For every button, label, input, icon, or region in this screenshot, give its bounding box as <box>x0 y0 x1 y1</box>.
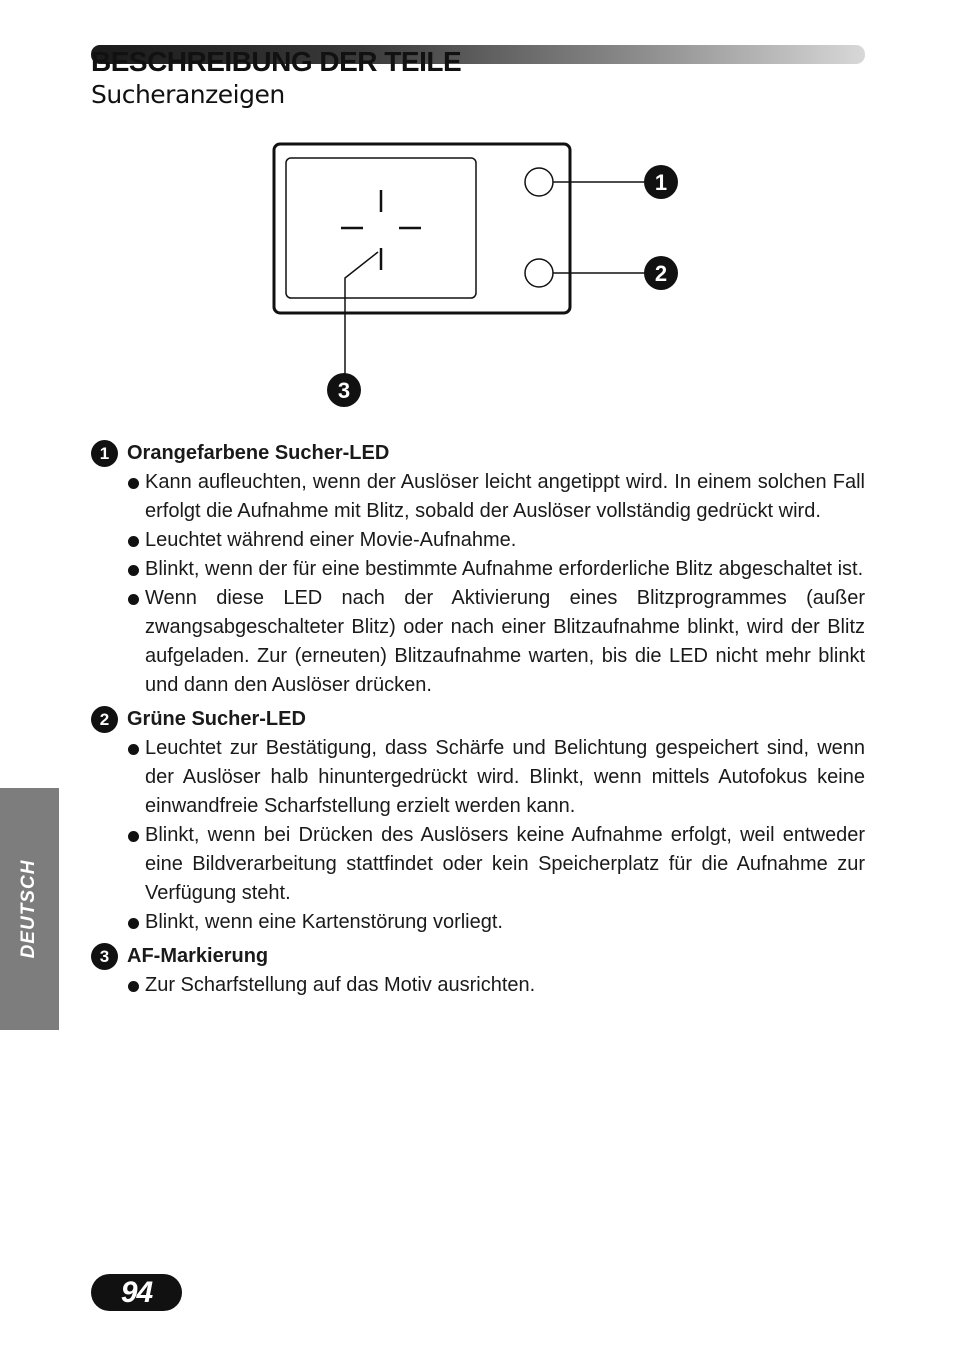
callout-label-2: 2 <box>654 261 668 286</box>
callout-label-1: 1 <box>654 170 668 195</box>
language-side-tab <box>0 788 59 1030</box>
page-number: 94 <box>120 1275 153 1309</box>
item-green-led <box>91 704 865 937</box>
item-title: AF-Markierung <box>127 944 269 967</box>
orange-led <box>525 168 553 196</box>
page-number-badge <box>91 1274 182 1311</box>
green-led <box>525 259 553 287</box>
item-number-badge: 3 <box>91 943 118 970</box>
af-marker <box>341 190 421 270</box>
item-orange-led <box>91 438 865 700</box>
description-list <box>91 438 865 1000</box>
list-item: Blinkt, wenn eine Kartenstörung vorliegt. <box>127 908 865 937</box>
page-subtitle: Sucheranzeigen <box>91 80 285 109</box>
list-item: Zur Scharfstellung auf das Motiv ausrichten. <box>127 971 865 1000</box>
item-title: Orangefarbene Sucher-LED <box>127 441 390 464</box>
list-item: Blinkt, wenn bei Drücken des Auslösers keine Aufnahme erfolgt, weil entweder eine Bildverarbeitung stattfindet oder kein Speicherplatz für die Aufnahme zur Verfügung steht. <box>127 821 865 908</box>
section-title: BESCHREIBUNG DER TEILE <box>91 46 462 77</box>
callout-label-3: 3 <box>337 378 351 403</box>
list-item: Blinkt, wenn der für eine bestimmte Aufnahme erforderliche Blitz abgeschaltet ist. <box>127 555 865 584</box>
language-label: DEUTSCH <box>18 859 39 959</box>
list-item: Leuchtet während einer Movie-Aufnahme. <box>127 526 865 555</box>
item-number-badge: 1 <box>91 440 118 467</box>
viewfinder-diagram <box>260 130 700 410</box>
viewfinder-outer-frame <box>274 144 570 313</box>
list-item: Kann aufleuchten, wenn der Auslöser leicht angetippt wird. In einem solchen Fall erfolgt die Aufnahme mit Blitz, sobald der Auslöser vollständig gedrückt wird. <box>127 468 865 526</box>
item-af-marker <box>91 941 865 1000</box>
item-title: Grüne Sucher-LED <box>127 707 306 730</box>
list-item: Wenn diese LED nach der Aktivierung eines Blitzprogrammes (außer zwangsabgeschalteter Blitz) oder nach einer Blitzaufnahme blinkt, wird der Blitz aufgeladen. Zur (erneuten) Blitzaufnahme warten, bis die LED nicht mehr blinkt und dann den Auslöser drücken. <box>127 584 865 700</box>
viewfinder-image-area <box>286 158 476 298</box>
list-item: Leuchtet zur Bestätigung, dass Schärfe und Belichtung gespeichert sind, wenn der Auslöser halb hinuntergedrückt wird. Blinkt, wenn mittels Autofokus keine einwandfreie Scharfstellung erzielt werden kann. <box>127 734 865 821</box>
item-number-badge: 2 <box>91 706 118 733</box>
